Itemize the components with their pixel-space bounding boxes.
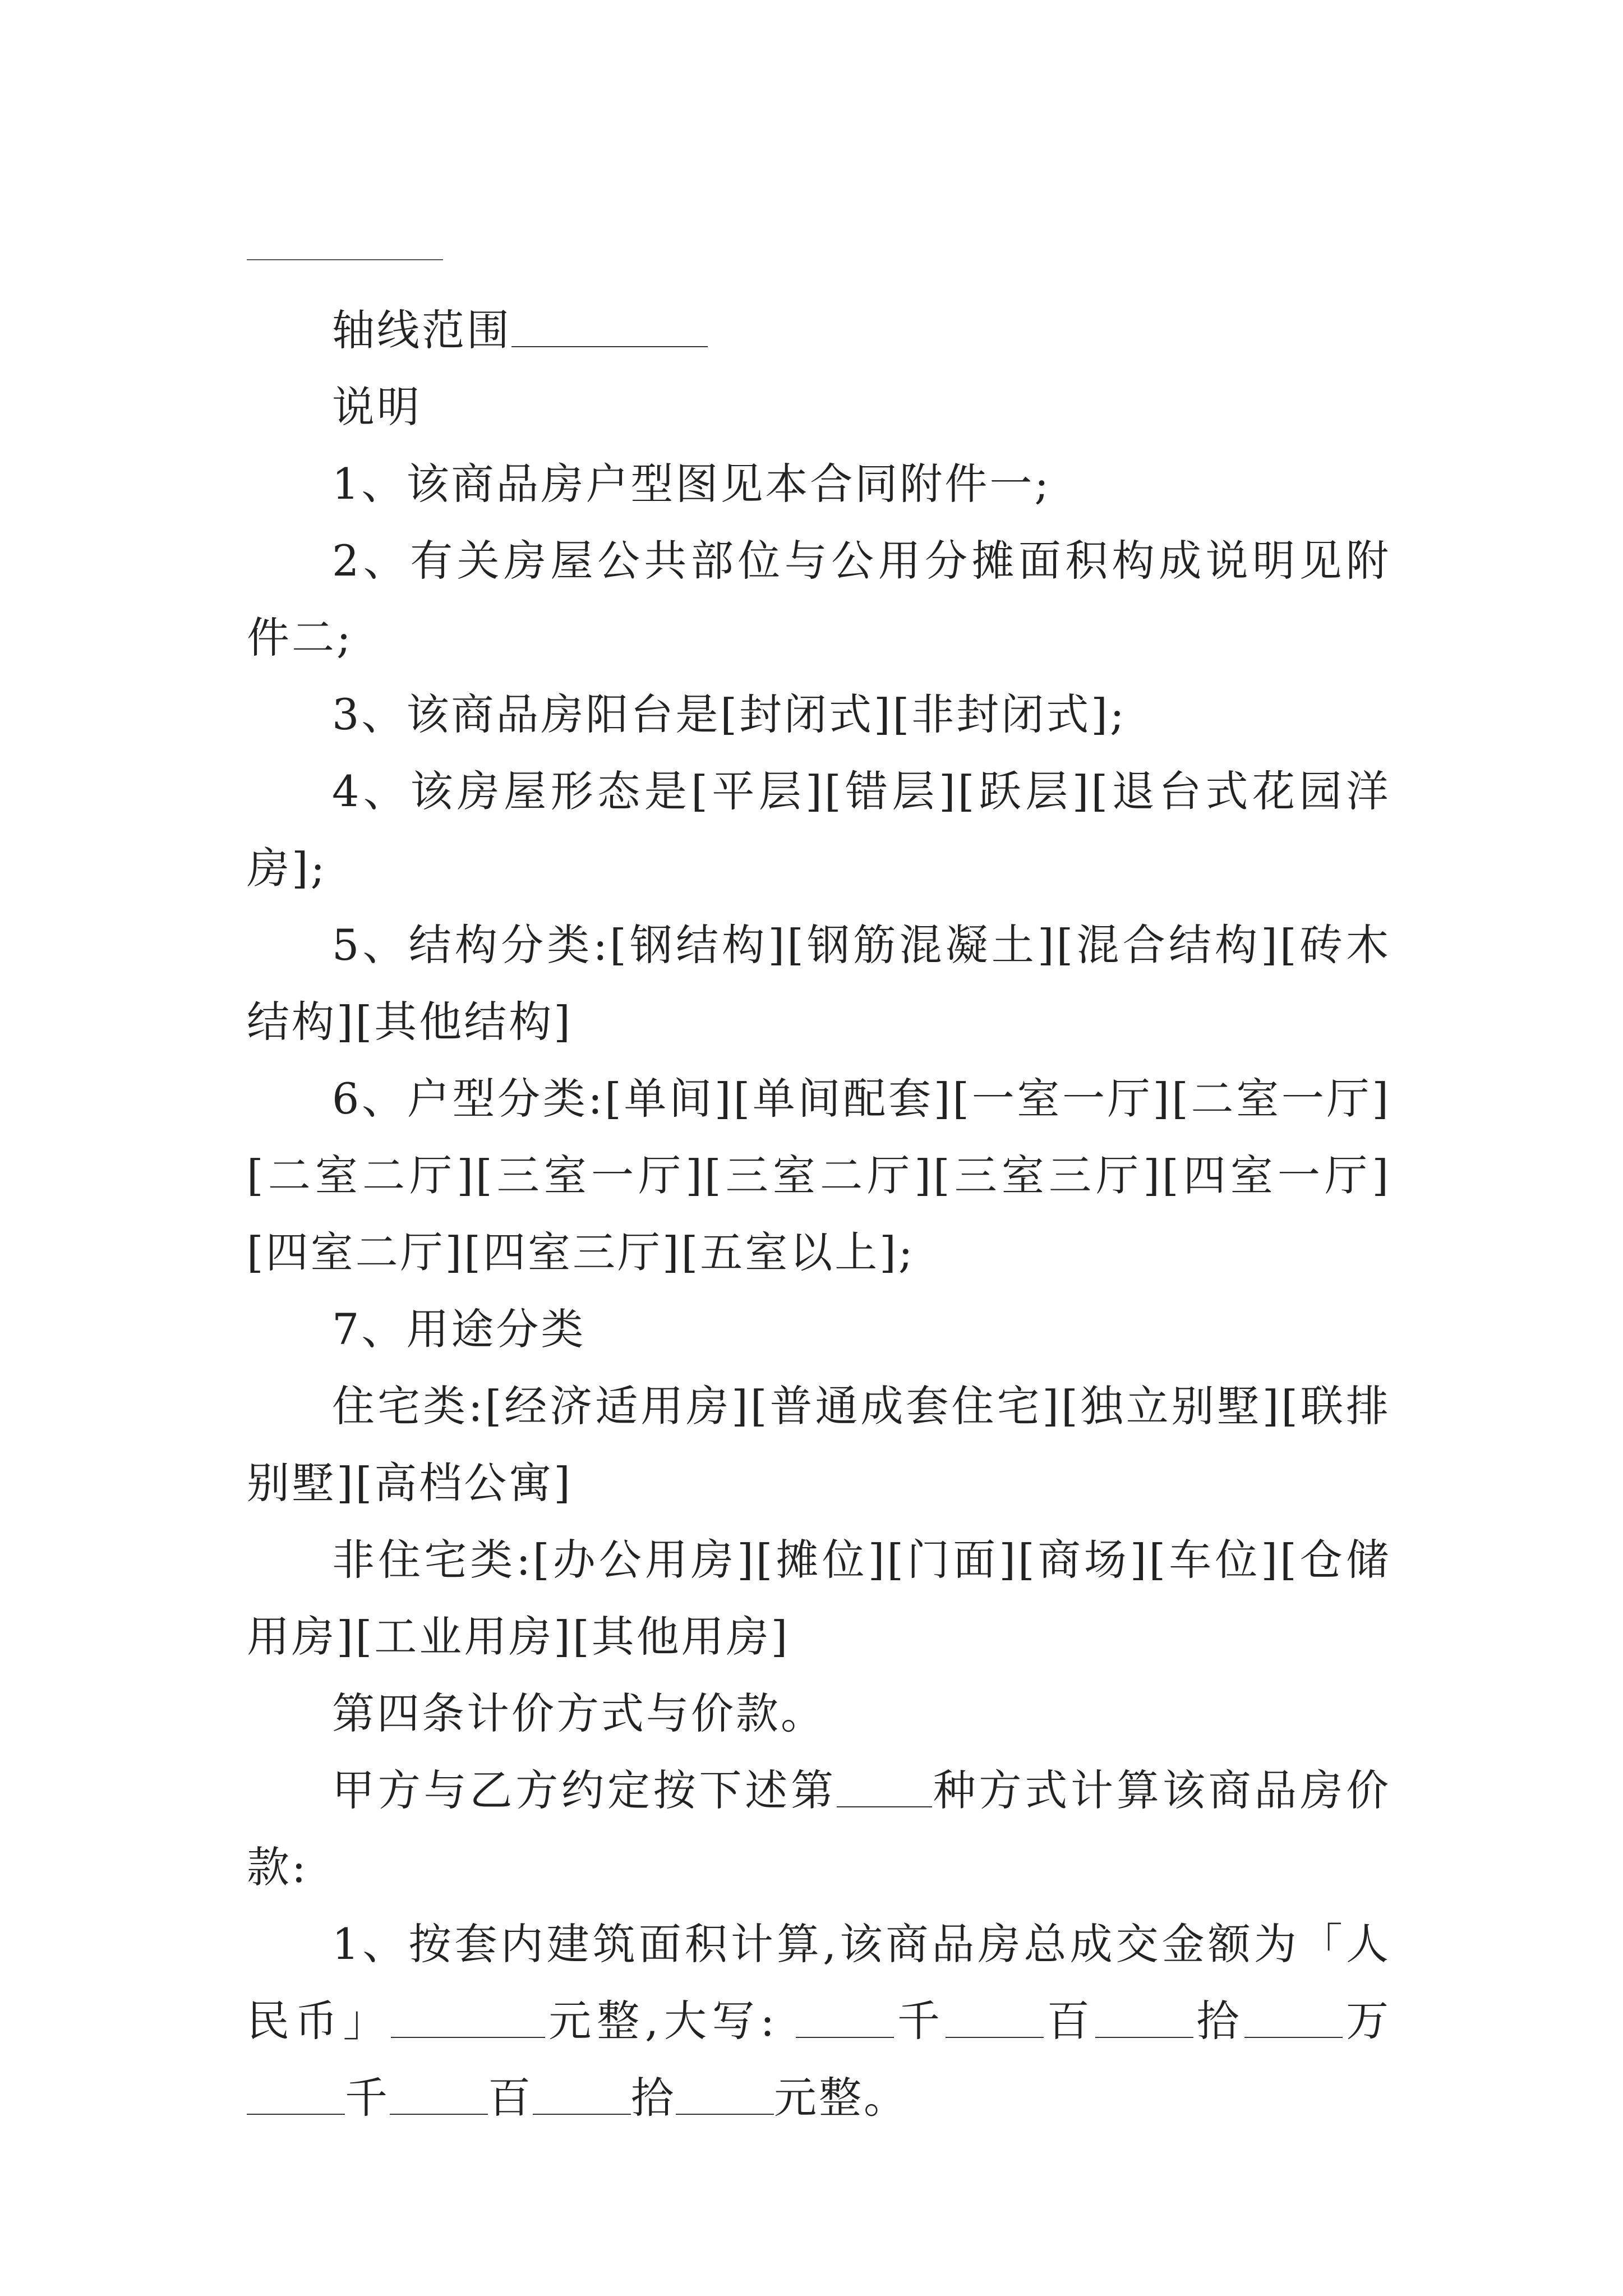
unit-wan: 万 [1343,1996,1391,2046]
amount-blank-bai-wan[interactable] [946,1998,1044,2037]
amount-blank-qian-wan[interactable] [796,1998,894,2037]
blank-line-continuation [247,259,443,260]
unit-bai-2: 百 [488,2073,533,2123]
amount-blank-shi[interactable] [533,2075,631,2114]
unit-shi-2: 拾 [631,2073,676,2123]
non-residential-types: 非住宅类:[办公用房][摊位][门面][商场][车位][仓储用房][工业用房][其他用房] [247,1535,1391,1662]
axis-range-blank[interactable] [511,307,708,347]
clause-1-yuan-text: 元整,大写: [545,1996,777,2046]
axis-range-line [247,292,1391,369]
clause-1 [247,1906,1391,2136]
explanation-item-7: 7、用途分类 [332,1304,586,1354]
amount-blank-qian[interactable] [247,2075,345,2114]
explanation-item-3: 3、该商品房阳台是[封闭式][非封闭式]; [332,689,1127,739]
rmb-amount-blank[interactable] [391,1998,545,2037]
unit-qian: 千 [894,1996,946,2046]
amount-blank-bai[interactable] [390,2075,488,2114]
unit-qian-2: 千 [345,2073,390,2123]
unit-shi: 拾 [1193,1996,1245,2046]
article-4-title: 第四条计价方式与价款。 [332,1688,826,1738]
residential-types: 住宅类:[经济适用房][普通成套住宅][独立别墅][联排别墅][高档公寓] [247,1381,1391,1508]
explanation-item-2: 2、有关房屋公共部位与公用分摊面积构成说明见附件二; [247,536,1391,662]
pricing-method-line [247,1752,1391,1906]
pricing-method-blank[interactable] [837,1768,932,1807]
explanation-item-6: 6、户型分类:[单间][单间配套][一室一厅][二室一厅][二室二厅][三室一厅][三室二厅][三室三厅][四室一厅][四室二厅][四室三厅][五室以上]; [247,1074,1391,1277]
explanation-item-4: 4、该房屋形态是[平层][错层][跃层][退台式花园洋房]; [247,766,1391,893]
contract-text [247,292,1391,2136]
amount-blank-shi-wan[interactable] [1095,1998,1193,2037]
unit-yuan-end: 元整。 [774,2073,909,2123]
clause-1-text: 1、按套内建筑面积计算,该商品房总成交金额为「人民币」 [247,1919,1391,2046]
explanation-item-1: 1、该商品房户型图见本合同附件一; [332,459,1051,509]
unit-bai: 百 [1043,1996,1095,2046]
explanation-heading: 说明 [332,382,422,432]
amount-blank-yuan[interactable] [676,2075,774,2114]
pricing-method-text-before: 甲方与乙方约定按下述第 [332,1765,837,1815]
pricing-method-text-after: 种方式计算该商品房价款: [247,1765,1391,1892]
axis-range-label: 轴线范围 [332,305,511,355]
amount-blank-wan[interactable] [1244,1998,1343,2037]
explanation-item-5: 5、结构分类:[钢结构][钢筋混凝土][混合结构][砖木结构][其他结构] [247,920,1391,1047]
